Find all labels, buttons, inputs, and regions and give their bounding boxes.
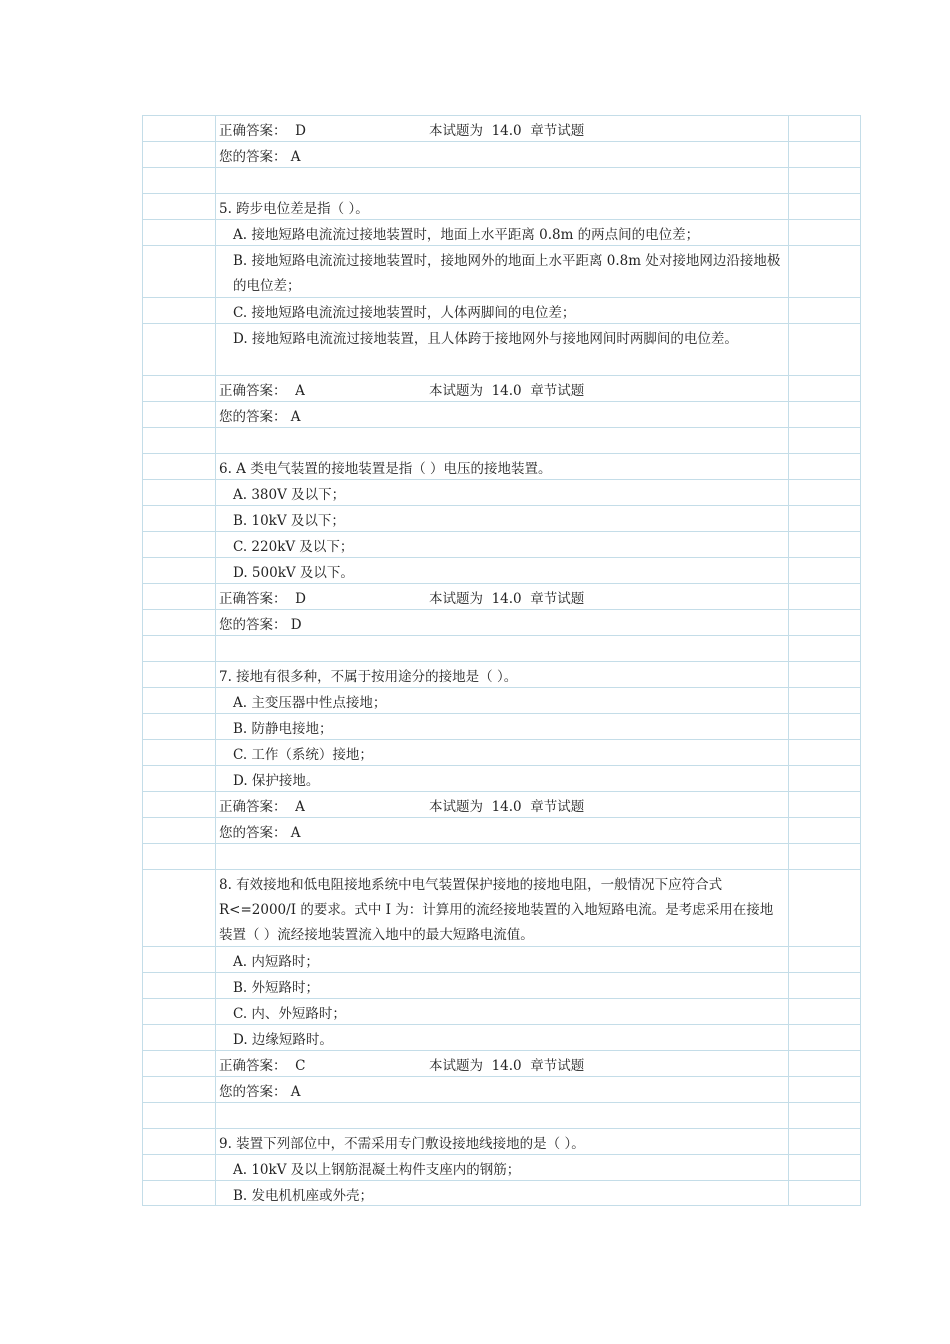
- option-row: [142, 1180, 861, 1206]
- option-row: [142, 713, 861, 739]
- your-answer-row: [142, 817, 861, 843]
- content-cell: C. 工作（系统）接地；: [215, 740, 788, 765]
- left-margin-cell: [142, 610, 215, 635]
- right-margin-cell: [788, 584, 861, 609]
- right-margin-cell: [788, 714, 861, 739]
- left-margin-cell: [142, 1077, 215, 1102]
- right-margin-cell: [788, 818, 861, 843]
- content-cell: A. 主变压器中性点接地；: [215, 688, 788, 713]
- option-row: [142, 479, 861, 505]
- question-row: [142, 453, 861, 479]
- left-margin-cell: [142, 766, 215, 791]
- left-margin-cell: [142, 818, 215, 843]
- left-margin-cell: [142, 142, 215, 167]
- your-answer: 您的答案： A: [219, 409, 301, 425]
- question-row: [142, 1128, 861, 1154]
- content-cell: 5. 跨步电位差是指（ ）。: [215, 194, 788, 219]
- right-margin-cell: [788, 220, 861, 245]
- your-answer: 您的答案： A: [219, 149, 301, 165]
- left-margin-cell: [142, 1051, 215, 1076]
- content-cell: [215, 1051, 788, 1076]
- left-margin-cell: [142, 194, 215, 219]
- content-cell: 9. 装置下列部位中，不需采用专门敷设接地线接地的是（ ）。: [215, 1129, 788, 1154]
- left-margin-cell: [142, 740, 215, 765]
- score-note: 本试题为 14.0 章节试题: [429, 383, 585, 399]
- content-cell: [215, 142, 788, 167]
- content-cell: A. 10kV 及以上钢筋混凝土构件支座内的钢筋；: [215, 1155, 788, 1180]
- left-margin-cell: [142, 688, 215, 713]
- left-margin-cell: [142, 506, 215, 531]
- question-row: [142, 193, 861, 219]
- correct-answer: 正确答案： A: [219, 383, 305, 399]
- content-cell: 8. 有效接地和低电阻接地系统中电气装置保护接地的接地电阻，一般情况下应符合式 R<=2000/I 的要求。式中 I 为：计算用的流经接地装置的入地短路电流。是考虑采用在接地装置（ ）流经接地装置流入地中的最大短路电流值。: [215, 870, 788, 946]
- right-margin-cell: [788, 740, 861, 765]
- content-cell: [215, 402, 788, 427]
- left-margin-cell: [142, 168, 215, 193]
- right-margin-cell: [788, 662, 861, 687]
- right-margin-cell: [788, 142, 861, 167]
- option-row: [142, 219, 861, 245]
- right-margin-cell: [788, 246, 861, 297]
- spacer-row: [142, 167, 861, 193]
- content-cell: [215, 376, 788, 401]
- content-cell: [215, 168, 788, 193]
- right-margin-cell: [788, 376, 861, 401]
- content-cell: C. 内、外短路时；: [215, 999, 788, 1024]
- right-margin-cell: [788, 870, 861, 946]
- right-margin-cell: [788, 402, 861, 427]
- score-note: 本试题为 14.0 章节试题: [429, 1058, 585, 1074]
- your-answer-row: [142, 609, 861, 635]
- your-answer: 您的答案： D: [219, 617, 302, 633]
- right-margin-cell: [788, 973, 861, 998]
- right-margin-cell: [788, 1103, 861, 1128]
- right-margin-cell: [788, 636, 861, 661]
- left-margin-cell: [142, 584, 215, 609]
- spacer-row: [142, 427, 861, 453]
- spacer-row: [142, 635, 861, 661]
- option-row: [142, 297, 861, 323]
- right-margin-cell: [788, 1181, 861, 1205]
- your-answer-row: [142, 1076, 861, 1102]
- right-margin-cell: [788, 454, 861, 479]
- content-cell: D. 保护接地。: [215, 766, 788, 791]
- correct-answer-row: [142, 583, 861, 609]
- option-row: [142, 765, 861, 791]
- content-cell: D. 接地短路电流流过接地装置，且人体跨于接地网外与接地网间时两脚间的电位差。: [215, 324, 788, 375]
- score-note: 本试题为 14.0 章节试题: [429, 591, 585, 607]
- your-answer: 您的答案： A: [219, 825, 301, 841]
- exam-review-table: [142, 115, 861, 1206]
- correct-answer-row: [142, 1050, 861, 1076]
- content-cell: [215, 844, 788, 869]
- right-margin-cell: [788, 844, 861, 869]
- option-row: [142, 687, 861, 713]
- left-margin-cell: [142, 870, 215, 946]
- right-margin-cell: [788, 1155, 861, 1180]
- left-margin-cell: [142, 402, 215, 427]
- right-margin-cell: [788, 558, 861, 583]
- right-margin-cell: [788, 480, 861, 505]
- question-row: [142, 869, 861, 946]
- correct-answer: 正确答案： D: [219, 123, 306, 139]
- right-margin-cell: [788, 1129, 861, 1154]
- correct-answer-row: [142, 115, 861, 141]
- option-row: [142, 245, 861, 297]
- content-cell: B. 外短路时；: [215, 973, 788, 998]
- right-margin-cell: [788, 116, 861, 141]
- left-margin-cell: [142, 454, 215, 479]
- content-cell: B. 发电机机座或外壳；: [215, 1181, 788, 1205]
- left-margin-cell: [142, 558, 215, 583]
- left-margin-cell: [142, 792, 215, 817]
- option-row: [142, 946, 861, 972]
- right-margin-cell: [788, 1025, 861, 1050]
- spacer-row: [142, 843, 861, 869]
- right-margin-cell: [788, 194, 861, 219]
- right-margin-cell: [788, 1077, 861, 1102]
- score-note: 本试题为 14.0 章节试题: [429, 799, 585, 815]
- content-cell: [215, 428, 788, 453]
- option-row: [142, 557, 861, 583]
- content-cell: [215, 584, 788, 609]
- your-answer-row: [142, 141, 861, 167]
- left-margin-cell: [142, 298, 215, 323]
- content-cell: B. 10kV 及以下；: [215, 506, 788, 531]
- your-answer: 您的答案： A: [219, 1084, 301, 1100]
- right-margin-cell: [788, 947, 861, 972]
- right-margin-cell: [788, 792, 861, 817]
- content-cell: [215, 792, 788, 817]
- right-margin-cell: [788, 324, 861, 375]
- content-cell: A. 380V 及以下；: [215, 480, 788, 505]
- option-row: [142, 531, 861, 557]
- left-margin-cell: [142, 947, 215, 972]
- correct-answer: 正确答案： C: [219, 1058, 306, 1074]
- right-margin-cell: [788, 688, 861, 713]
- left-margin-cell: [142, 532, 215, 557]
- left-margin-cell: [142, 999, 215, 1024]
- right-margin-cell: [788, 298, 861, 323]
- content-cell: [215, 610, 788, 635]
- correct-answer-row: [142, 791, 861, 817]
- left-margin-cell: [142, 1181, 215, 1205]
- content-cell: 7. 接地有很多种，不属于按用途分的接地是（ ）。: [215, 662, 788, 687]
- option-row: [142, 1154, 861, 1180]
- left-margin-cell: [142, 1129, 215, 1154]
- content-cell: C. 接地短路电流流过接地装置时，人体两脚间的电位差；: [215, 298, 788, 323]
- left-margin-cell: [142, 973, 215, 998]
- spacer-row: [142, 1102, 861, 1128]
- left-margin-cell: [142, 1155, 215, 1180]
- content-cell: 6. A 类电气装置的接地装置是指（ ）电压的接地装置。: [215, 454, 788, 479]
- right-margin-cell: [788, 766, 861, 791]
- left-margin-cell: [142, 324, 215, 375]
- left-margin-cell: [142, 480, 215, 505]
- option-row: [142, 1024, 861, 1050]
- left-margin-cell: [142, 844, 215, 869]
- content-cell: C. 220kV 及以下；: [215, 532, 788, 557]
- content-cell: [215, 818, 788, 843]
- right-margin-cell: [788, 532, 861, 557]
- left-margin-cell: [142, 116, 215, 141]
- left-margin-cell: [142, 428, 215, 453]
- content-cell: [215, 1103, 788, 1128]
- content-cell: B. 接地短路电流流过接地装置时，接地网外的地面上水平距离 0.8m 处对接地网边沿接地极的电位差；: [215, 246, 788, 297]
- content-cell: D. 边缘短路时。: [215, 1025, 788, 1050]
- option-row: [142, 972, 861, 998]
- content-cell: A. 接地短路电流流过接地装置时，地面上水平距离 0.8m 的两点间的电位差；: [215, 220, 788, 245]
- content-cell: [215, 1077, 788, 1102]
- content-cell: A. 内短路时；: [215, 947, 788, 972]
- option-row: [142, 323, 861, 375]
- left-margin-cell: [142, 246, 215, 297]
- left-margin-cell: [142, 636, 215, 661]
- left-margin-cell: [142, 714, 215, 739]
- question-row: [142, 661, 861, 687]
- score-note: 本试题为 14.0 章节试题: [429, 123, 585, 139]
- right-margin-cell: [788, 610, 861, 635]
- right-margin-cell: [788, 168, 861, 193]
- option-row: [142, 505, 861, 531]
- content-cell: [215, 636, 788, 661]
- left-margin-cell: [142, 1025, 215, 1050]
- right-margin-cell: [788, 999, 861, 1024]
- left-margin-cell: [142, 662, 215, 687]
- left-margin-cell: [142, 220, 215, 245]
- left-margin-cell: [142, 376, 215, 401]
- correct-answer: 正确答案： D: [219, 591, 306, 607]
- your-answer-row: [142, 401, 861, 427]
- content-cell: D. 500kV 及以下。: [215, 558, 788, 583]
- correct-answer: 正确答案： A: [219, 799, 305, 815]
- right-margin-cell: [788, 506, 861, 531]
- content-cell: [215, 116, 788, 141]
- option-row: [142, 998, 861, 1024]
- option-row: [142, 739, 861, 765]
- content-cell: B. 防静电接地；: [215, 714, 788, 739]
- right-margin-cell: [788, 1051, 861, 1076]
- left-margin-cell: [142, 1103, 215, 1128]
- right-margin-cell: [788, 428, 861, 453]
- correct-answer-row: [142, 375, 861, 401]
